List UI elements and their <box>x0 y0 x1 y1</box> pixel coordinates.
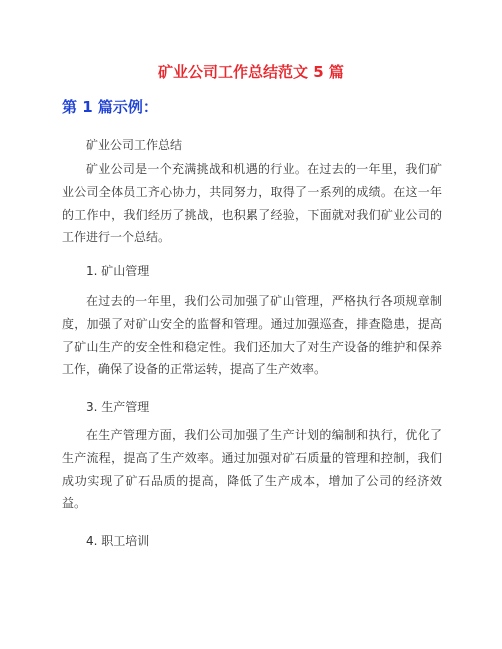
section-heading: 第 1 篇示例： <box>62 98 158 116</box>
document-title: 矿业公司工作总结范文 5 篇 <box>158 63 344 81</box>
paragraph-production-management: 在生产管理方面，我们公司加强了生产计划的编制和执行，优化了生产流程，提高了生产效率。通过加强对矿石质量的管理和控制，我们成功实现了矿石品质的提高，降低了生产成本，增加了公司的经济效益。 <box>62 428 442 511</box>
paragraph-intro: 矿业公司是一个充满挑战和机遇的行业。在过去的一年里，我们矿业公司全体员工齐心协力，共同努力，取得了一系列的成绩。在这一年的工作中，我们经历了挑战，也积累了经验，下面就对我们矿业公司的工作进行一个总结。 <box>62 162 442 245</box>
list-item-mine-management: 1. 矿山管理 <box>86 264 150 278</box>
list-item-production-management: 3. 生产管理 <box>86 400 150 414</box>
document-subtitle: 矿业公司工作总结 <box>86 138 183 152</box>
paragraph-mine-management: 在过去的一年里，我们公司加强了矿山管理，严格执行各项规章制度，加强了对矿山安全的监督和管理。通过加强巡查，排查隐患，提高了矿山生产的安全性和稳定性。我们还加大了对生产设备的维护和保养工作，确保了设备的正常运转，提高了生产效率。 <box>62 294 442 377</box>
list-item-staff-training: 4. 职工培训 <box>86 534 150 548</box>
